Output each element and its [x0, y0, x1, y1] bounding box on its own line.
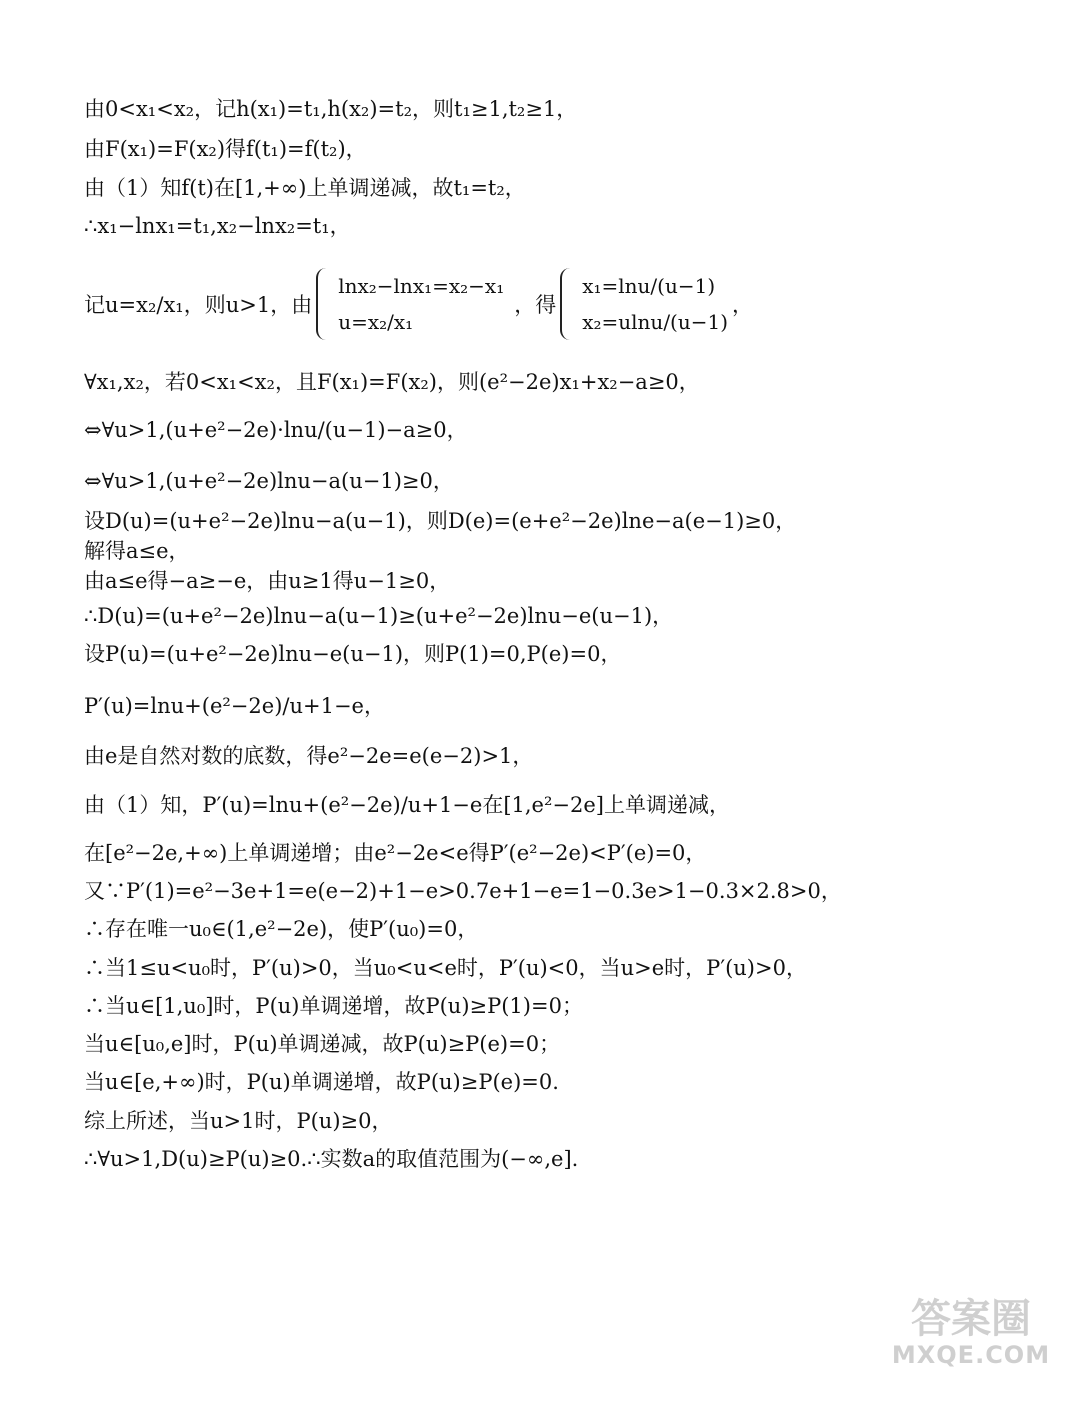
- solution-text: [84, 96, 1044, 1172]
- brace-icon: [560, 268, 576, 340]
- solution-line: 由（1）知，P′(u)=lnu+(e²−2e)/u+1−e在[1,e²−2e]上单调递减，: [84, 792, 730, 817]
- solution-line: P′(u)=lnu+(e²−2e)/u+1−e，: [84, 694, 385, 718]
- solution-line: ∴∀u>1,D(u)≥P(u)≥0.∴实数a的取值范围为(−∞,e].: [84, 1146, 579, 1171]
- solution-line: 设P(u)=(u+e²−2e)lnu−e(u−1)，则P(1)=0,P(e)=0，: [84, 641, 622, 666]
- left-brace-system: [316, 268, 504, 340]
- brace-icon: [316, 268, 332, 340]
- solution-line: ⇔∀u>1,(u+e²−2e)·lnu/(u−1)−a≥0，: [84, 418, 468, 443]
- solution-line: 由F(x₁)=F(x₂)得f(t₁)=f(t₂)，: [84, 137, 367, 162]
- system-suffix: ，: [732, 293, 754, 317]
- watermark-title: 答案圈: [911, 1296, 1031, 1342]
- solution-line: ∴当1≤u<u₀时，P′(u)>0，当u₀<u<e时，P′(u)<0，当u>e时，P′(u)>0，: [84, 955, 807, 980]
- system-equation: u=x₂/x₁: [338, 310, 414, 334]
- watermark-logo: [886, 1297, 1056, 1387]
- solution-line: 由e是自然对数的底数，得e²−2e=e(e−2)>1，: [84, 744, 534, 769]
- system-solution: x₂=ulnu/(u−1): [582, 310, 729, 334]
- solution-line: 由0<x₁<x₂，记h(x₁)=t₁,h(x₂)=t₂，则t₁≥1,t₂≥1，: [84, 97, 578, 121]
- system-solution: x₁=lnu/(u−1): [582, 274, 716, 298]
- solution-line: ⇔∀u>1,(u+e²−2e)lnu−a(u−1)≥0，: [84, 468, 454, 493]
- solution-line: 由（1）知f(t)在[1,+∞)上单调递减，故t₁=t₂，: [84, 175, 526, 200]
- solution-line: ∴存在唯一u₀∈(1,e²−2e)，使P′(u₀)=0，: [84, 917, 479, 942]
- watermark-url: MXQE.COM: [891, 1341, 1051, 1369]
- solution-brace-system: [560, 268, 728, 340]
- solution-line: ∴x₁−lnx₁=t₁,x₂−lnx₂=t₁，: [84, 213, 351, 238]
- solution-line: 又∵P′(1)=e²−3e+1=e(e−2)+1−e>0.7e+1−e=1−0.3e>1−0.3×2.8>0，: [84, 879, 842, 903]
- solution-line: 在[e²−2e,+∞)上单调递增；由e²−2e<e得P′(e²−2e)<P′(e)=0，: [84, 840, 707, 865]
- equation-system: [84, 245, 1044, 363]
- solution-line: 设D(u)=(u+e²−2e)lnu−a(u−1)，则D(e)=(e+e²−2e)lne−a(e−1)≥0，: [84, 508, 797, 533]
- solution-line: 当u∈[u₀,e]时，P(u)单调递减，故P(u)≥P(e)=0；: [84, 1032, 561, 1056]
- solution-line: ∴当u∈[1,u₀]时，P(u)单调递增，故P(u)≥P(1)=0；: [84, 993, 583, 1018]
- system-equation: lnx₂−lnx₁=x₂−x₁: [338, 274, 505, 298]
- solution-line: ∀x₁,x₂，若0<x₁<x₂，且F(x₁)=F(x₂)，则(e²−2e)x₁+x₂−a≥0，: [84, 370, 700, 394]
- solution-line: ∴D(u)=(u+e²−2e)lnu−a(u−1)≥(u+e²−2e)lnu−e(u−1)，: [84, 603, 674, 628]
- system-prefix: 记u=x₂/x₁，则u>1，由: [84, 293, 313, 317]
- solution-line: 由a≤e得−a≥−e，由u≥1得u−1≥0，: [84, 569, 451, 594]
- system-middle: ，得: [514, 293, 557, 317]
- solution-line: 当u∈[e,+∞)时，P(u)单调递增，故P(u)≥P(e)=0.: [84, 1070, 559, 1095]
- solution-line: 综上所述，当u>1时，P(u)≥0，: [84, 1108, 393, 1133]
- solution-line: 解得a≤e，: [84, 539, 190, 563]
